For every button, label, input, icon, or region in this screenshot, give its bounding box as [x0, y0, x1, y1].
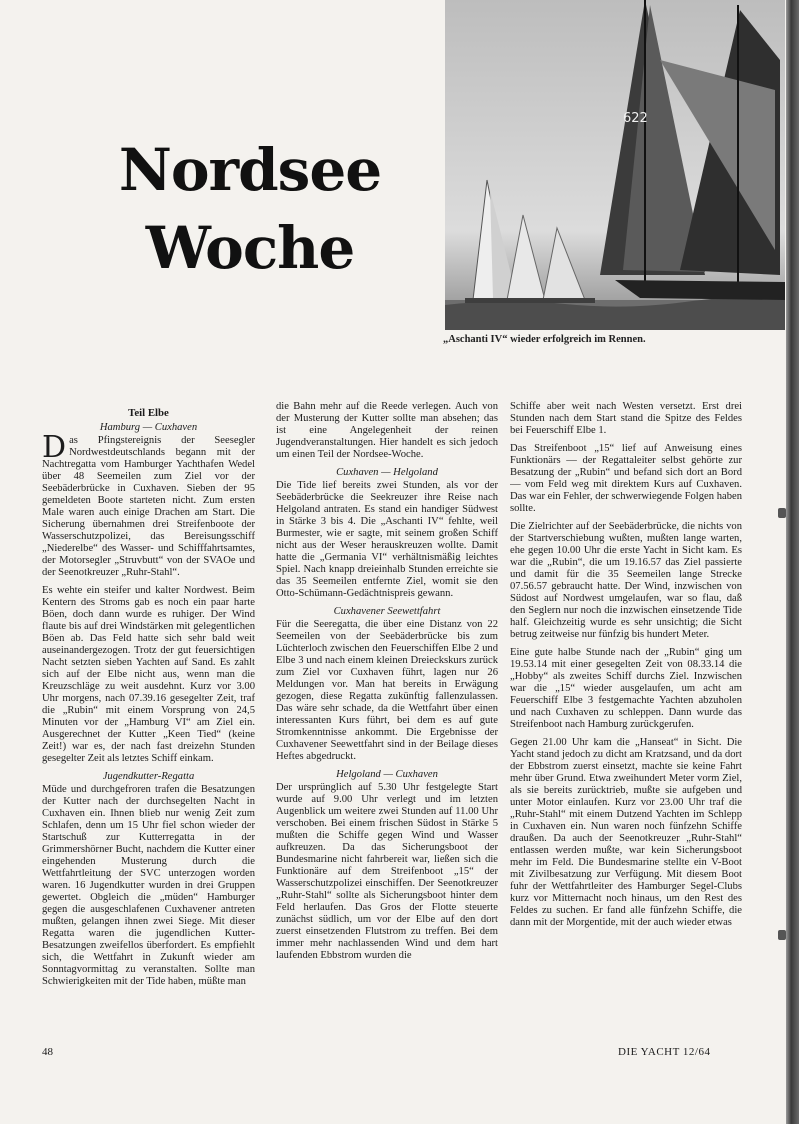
subheading-helgoland-cuxhaven: Helgoland — Cuxhaven — [336, 769, 438, 780]
paragraph: Die Zielrichter auf der Seebäderbrücke, die nichts von der Startverschiebung wußten, mußten lange warten, ehe gegen 10.00 Uhr die erste Yacht in Sicht kam. Es war die „Rubin“, die um 19.16.57 das Ziel passierte und damit für die 35 Seemeilen lange Strecke 07.56.57 gebraucht hatte. Der Wind, inzwischen von Südost auf Nordwest umgelaufen, war so flau, daß den Seglern nur noch die inzwischen einsetzende Tide half. Gleichzeitig wurde es sehr unsichtig; die Sicht betrug zeitweise nur fünfzig bis hundert Meter. — [510, 521, 742, 640]
title-line-2: Woche — [145, 213, 355, 282]
column-3 — [510, 401, 742, 1041]
subheading-seewettfahrt: Cuxhavener Seewettfahrt — [333, 606, 441, 617]
section-title: Teil Elbe — [128, 407, 169, 419]
title-line-1: Nordsee — [118, 135, 382, 204]
page-number: 48 — [42, 1046, 53, 1058]
column-1 — [42, 403, 255, 1043]
page-edge — [786, 0, 799, 1124]
magazine-issue: DIE YACHT 12/64 — [618, 1046, 711, 1058]
subheading-cuxhaven-helgoland: Cuxhaven — Helgoland — [336, 467, 438, 478]
paragraph: Das Streifenboot „15“ lief auf Anweisung eines Funktionärs — der Regattaleiter selbst gehörte zur Besatzung der „Rubin“ und befand sich dort an Bord — vom Feld weg mit direktem Kurs auf Cuxhaven. Das war ein Fehler, der schwerwiegende Folgen haben sollte. — [510, 443, 742, 514]
paragraph: Schiffe aber weit nach Westen versetzt. Erst drei Stunden nach dem Start stand die Spitze des Feldes bei Feuerschiff Elbe 1. — [510, 401, 742, 436]
drop-cap: D — [42, 430, 67, 465]
paragraph: Müde und durchgefroren trafen die Besatzungen der Kutter nach der durchsegelten Nacht in Cuxhaven ein. Ihnen blieb nur wenig Zeit zum Schlafen, denn um 15 Uhr fiel schon wieder der Startschuß zur Kutterregatta in der Grimmershörner Bucht, nachdem die Kutter einer eingehenden Musterung durch die Wettfahrtleitung der SVC unterzogen worden waren. 16 Jugendkutter wurden in drei Gruppen gewertet. Obgleich die „müden“ Hamburger gegen die ausgeschlafenen Cuxhavener antreten mußten, gelangen ihnen zwei Siege. Mit dieser Regatta waren die jugendlichen Kutter-Besatzungen zweifellos überfordert. Es empfiehlt sich, die Wettfahrt in Zukunft wieder am Sonntagvormittag zu veranstalten. Sollte man Schwierigkeiten mit der Tide haben, müßte man — [42, 784, 255, 987]
paragraph: Der ursprünglich auf 5.30 Uhr festgelegte Start wurde auf 9.00 Uhr verlegt und im letzten Augenblick um weitere zwei Stunden auf 11.00 Uhr verschoben. Bei einem frischen Südost in Stärke 5 mußten die Schiffe gegen Wind und Wasser aufkreuzen. Da das Sicherungsboot der Bundesmarine nicht fahrbereit war, ließen sich die Funktionäre auf dem Streifenboot „15“ der Wasserschutzpolizei einschiffen. Der Seenotkreuzer „Ruhr-Stahl“ sollte als Sicherungsboot hinter dem Feld herlaufen. Das Gros der Flotte steuerte zunächst südlich, um vor der Elbe auf den dort zuerst einsetzenden Flutstrom zu treffen. Bei dem immer mehr nachlassenden Wind und dem hart laufenden Ebbstrom wurden die — [276, 782, 498, 961]
paragraph: Für die Seeregatta, die über eine Distanz von 22 Seemeilen von der Seebäderbrücke bis zum Lüchterloch zwischen den Feuerschiffen Elbe 2 und Elbe 3 und nach einem kleinen Dreieckskurs zurück zum Ziel vor Cuxhaven führt, lagen nur 26 Meldungen vor. Man hat bereits in Erwägung gezogen, diese Regatta zukünftig fallenzulassen. Das wäre sehr schade, da die Wettfahrt über einen interessanten Kurs führt, bei dem es auf gute Stromkenntnisse ankommt. Die Ergebnisse der Cuxhavener Seewettfahrt sind in der Beilage dieses Heftes abgedruckt. — [276, 619, 498, 762]
sailing-yachts-photo — [445, 0, 785, 330]
photo-caption: „Aschanti IV“ wieder erfolgreich im Rennen. — [443, 334, 646, 345]
column-2 — [276, 401, 498, 1041]
sailing-scene — [445, 0, 785, 330]
paragraph-text: as Pfingstereignis der Seesegler Nordwestdeutschlands begann mit der Nachtregatta vom Hamburger Yachthafen Wedel über 48 Seemeilen zum Ziel vor der Seebäderbrücke in Cuxhaven. Sieben der 95 gemeldeten Boote starteten nicht. Zum ersten Male waren auch einige Drachen am Start. Die Sicherung übernahmen drei Streifenboote der Wasserschutzpolizei, das Bereisungsschiff „Niederelbe“ des Wasser- und Schifffahrtsamtes, der Motorsegler „Struvbutt“ von der SVAOe und der Seenotkreuzer „Ruhr-Stahl“. — [42, 435, 255, 578]
paragraph: Die Tide lief bereits zwei Stunden, als vor der Seebäderbrücke die Seekreuzer ihre Reise nach Helgoland antraten. Es stand ein handiger Südwest in Stärke 3 bis 4. Die „Aschanti IV“ fehlte, weil Burmester, wie er sagte, mit seinem großen Schiff nicht aus der Weser herauskreuzen wollte. Damit hatte die „Germania VI“ verhältnismäßig leichtes Spiel. Nach knapp dreieinhalb Stunden erreichte sie das 35 Seemeilen entfernte Ziel, womit sie den Otto-Schümann-Gedächtnispreis gewann. — [276, 480, 498, 599]
paragraph: Es wehte ein steifer und kalter Nordwest. Beim Kentern des Stroms gab es noch ein paar harte Böen, doch dann wurde es ruhiger. Der Wind flaute bis auf drei Windstärken mit gelegentlichen Böen ab. Das Feld hatte sich sehr bald weit auseinandergezogen. Trotz der gut feuersichtigen Nacht setzten sieben Yachten auf Sand. Es zahlt sich auf der Elbe nicht aus, wenn man die Kreuzschläge zu weit ausdehnt. Kurz vor 3.00 Uhr morgens, nach 07.39.16 gesegelter Zeit, traf die „Rubin“ mit einem Vorsprung von 24,5 Minuten vor der „Hamburg VI“ am Ziel ein. Ausgerechnet der Kutter „Keen Tied“ (keine Zeit!) war es, der nach fast dreizehn Stunden gesegelter Zeit als letztes Schiff einkam. — [42, 585, 255, 764]
sail-number: 622 — [623, 111, 648, 126]
subheading-hamburg-cuxhaven: Hamburg — Cuxhaven — [99, 422, 198, 433]
paragraph: Eine gute halbe Stunde nach der „Rubin“ ging um 19.53.14 mit einer gesegelten Zeit von 08.33.14 die „Hobby“ als zweites Schiff durchs Ziel. Inzwischen war die „15“ wieder ausgelaufen, um acht am Feuerschiff Elbe 3 festgemachte Yachten abzuholen und nach Cuxhaven zu schleppen. Dann wurde das Streifenboot nach Hamburg zurückgerufen. — [510, 647, 742, 730]
subheading-jugendkutter: Jugendkutter-Regatta — [102, 771, 195, 782]
paragraph: Gegen 21.00 Uhr kam die „Hanseat“ in Sicht. Die Yacht stand jedoch zu dicht am Kratzsand, und da dort der Ebbstrom zuerst einsetzt, machte sie keine Fahrt mehr über Grund. Etwa zweihundert Meter vorm Ziel, als sie bereits zurücktrieb, mußte sie aufgeben und unter Motor einlaufen. Kurz vor 23.00 Uhr traf die „Ruhr-Stahl“ mit einem Dutzend Yachten im Schlepp in Cuxhaven ein. Nun waren noch fünfzehn Schiffe draußen. Da auch der Seenotkreuzer „Ruhr-Stahl“ entlassen werden mußte, war kein Sicherungsboot mehr im Feld. Die Bundesmarine stellte ein V-Boot mit Zivilbesatzung zur Verfügung. Mit diesem Boot fuhr der Wettfahrtleiter des Hamburger Segel-Clubs kurz vor Mitternacht noch hinaus, um den Rest des Feldes zu suchen. Er fand alle fünfzehn Schiffe, die dann mit der Morgentide, mit der auch wieder etwas — [510, 737, 742, 928]
binding-hole — [778, 508, 786, 518]
paragraph — [42, 430, 255, 579]
binding-hole — [778, 930, 786, 940]
article-title — [100, 131, 400, 287]
paragraph: die Bahn mehr auf die Reede verlegen. Auch von der Musterung der Kutter sollte man absehen; das ist eine Angelegenheit der reinen Jugendveranstaltungen. Hier handelt es sich jedoch um einen Teil der Nordsee-Woche. — [276, 401, 498, 460]
